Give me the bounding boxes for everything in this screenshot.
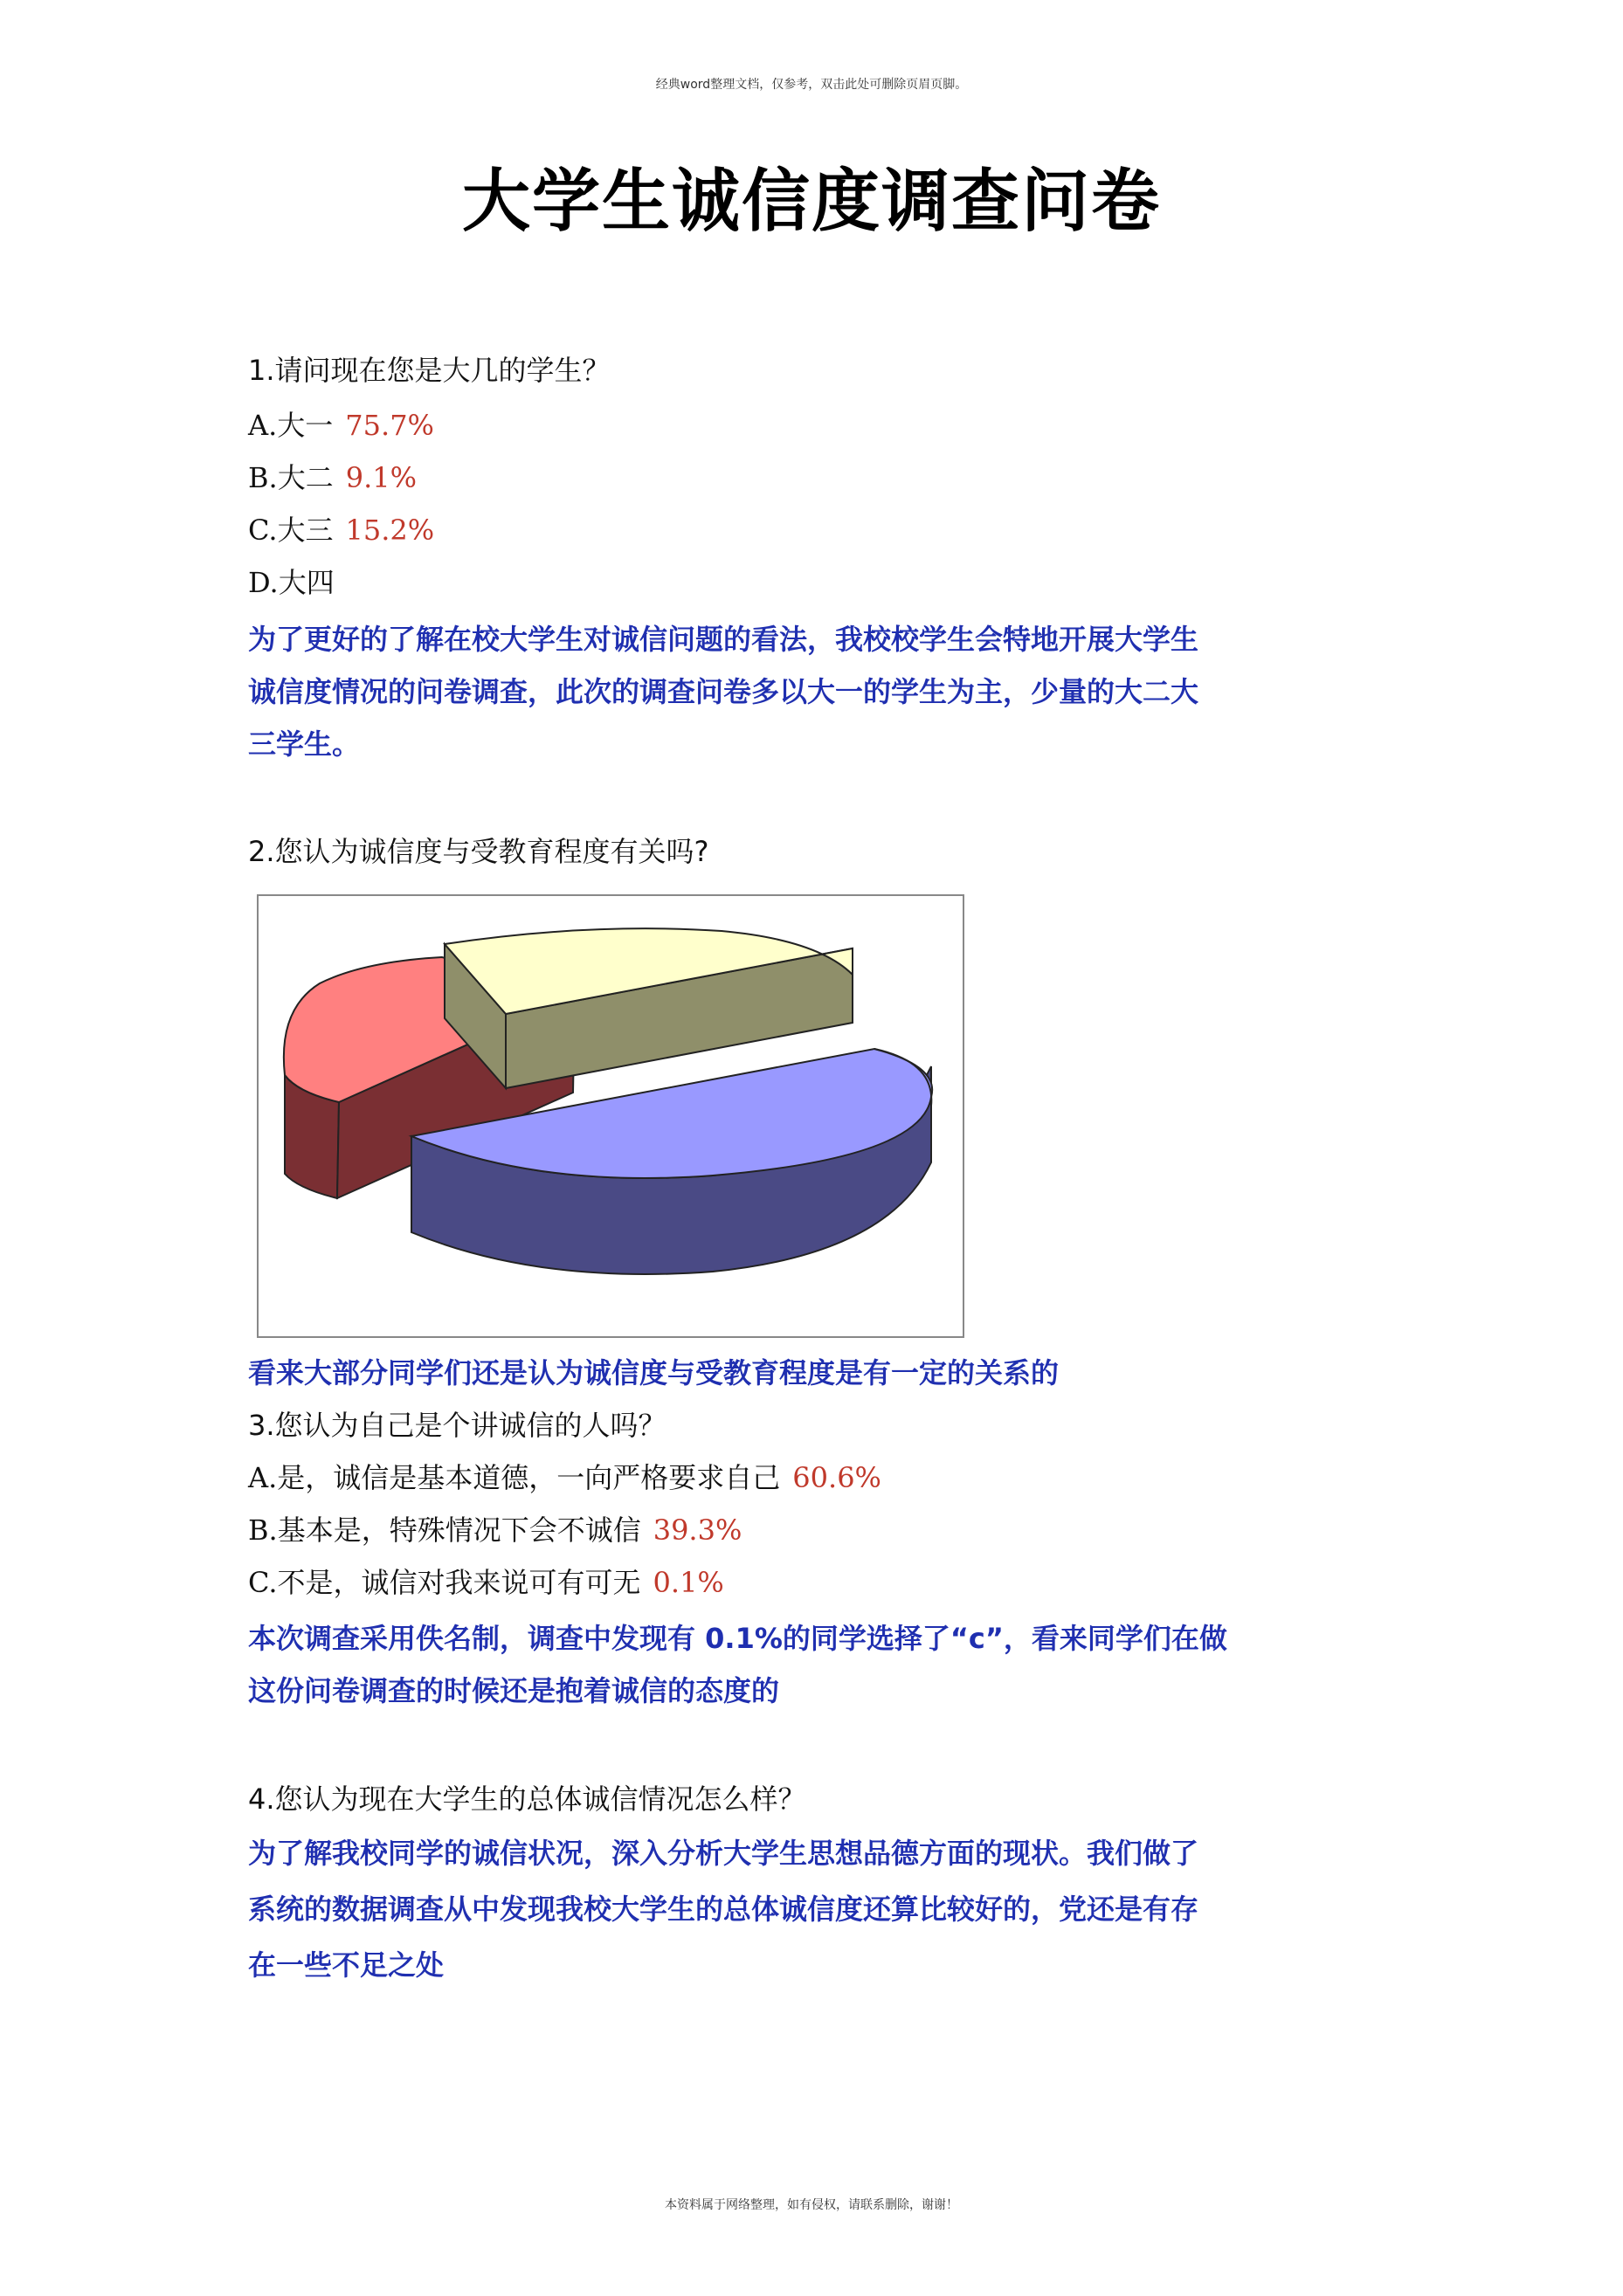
pie-chart-svg — [259, 896, 963, 1336]
option-label: B.基本是，特殊情况下会不诚信 — [248, 1513, 641, 1547]
option-percent: 0.1% — [653, 1566, 724, 1599]
pie-chart — [257, 894, 964, 1338]
option-label: D.大四 — [248, 566, 335, 599]
q3-note-line-2: 这份问卷调查的时候还是抱着诚信的态度的 — [248, 1674, 780, 1707]
q1-note-line-3: 三学生。 — [248, 727, 361, 761]
q2-note: 看来大部分同学们还是认为诚信度与受教育程度是有一定的关系的 — [248, 1356, 1060, 1389]
q4-note-line-2: 系统的数据调查从中发现我校大学生的总体诚信度还算比较好的，党还是有存 — [248, 1893, 1199, 1926]
option-percent: 15.2% — [345, 514, 435, 547]
q1-option-d — [248, 565, 347, 600]
q4-note-line-1: 为了解我校同学的诚信状况，深入分析大学生思想品德方面的现状。我们做了 — [248, 1837, 1199, 1870]
option-label: B.大二 — [248, 461, 334, 494]
page-title: 大学生诚信度调查问卷 — [461, 162, 1161, 241]
option-percent: 9.1% — [345, 461, 417, 494]
question-1: 1.请问现在您是大几的学生？ — [248, 354, 611, 387]
page-header: 经典word整理文档，仅参考，双击此处可删除页眉页脚。 — [655, 78, 968, 92]
option-label: A.大一 — [248, 409, 334, 442]
page-footer: 本资料属于网络整理，如有侵权，请联系删除，谢谢！ — [665, 2198, 958, 2212]
q3-option-a — [248, 1460, 881, 1495]
q3-option-c — [248, 1565, 724, 1600]
q3-note-line-1: 本次调查采用佚名制，调查中发现有 0.1%的同学选择了“c”，看来同学们在做 — [248, 1622, 1227, 1655]
q1-option-a — [248, 408, 434, 443]
question-2: 2.您认为诚信度与受教育程度有关吗? — [248, 835, 709, 868]
q1-note-line-2: 诚信度情况的问卷调查，此次的调查问卷多以大一的学生为主，少量的大二大 — [248, 675, 1199, 708]
q1-option-b — [248, 460, 417, 495]
question-3: 3.您认为自己是个讲诚信的人吗？ — [248, 1409, 666, 1442]
option-percent: 75.7% — [345, 409, 434, 442]
option-percent: 60.6% — [792, 1461, 881, 1494]
option-percent: 39.3% — [653, 1513, 742, 1547]
q1-note-line-1: 为了更好的了解在校大学生对诚信问题的看法，我校校学生会特地开展大学生 — [248, 623, 1199, 656]
question-4: 4.您认为现在大学生的总体诚信情况怎么样？ — [248, 1782, 806, 1816]
option-label: A.是，诚信是基本道德，一向严格要求自己 — [248, 1461, 781, 1494]
q1-option-c — [248, 513, 434, 548]
q3-option-b — [248, 1513, 742, 1548]
option-label: C.大三 — [248, 514, 334, 547]
q4-note-line-3: 在一些不足之处 — [248, 1948, 445, 1982]
option-label: C.不是，诚信对我来说可有可无 — [248, 1566, 641, 1599]
